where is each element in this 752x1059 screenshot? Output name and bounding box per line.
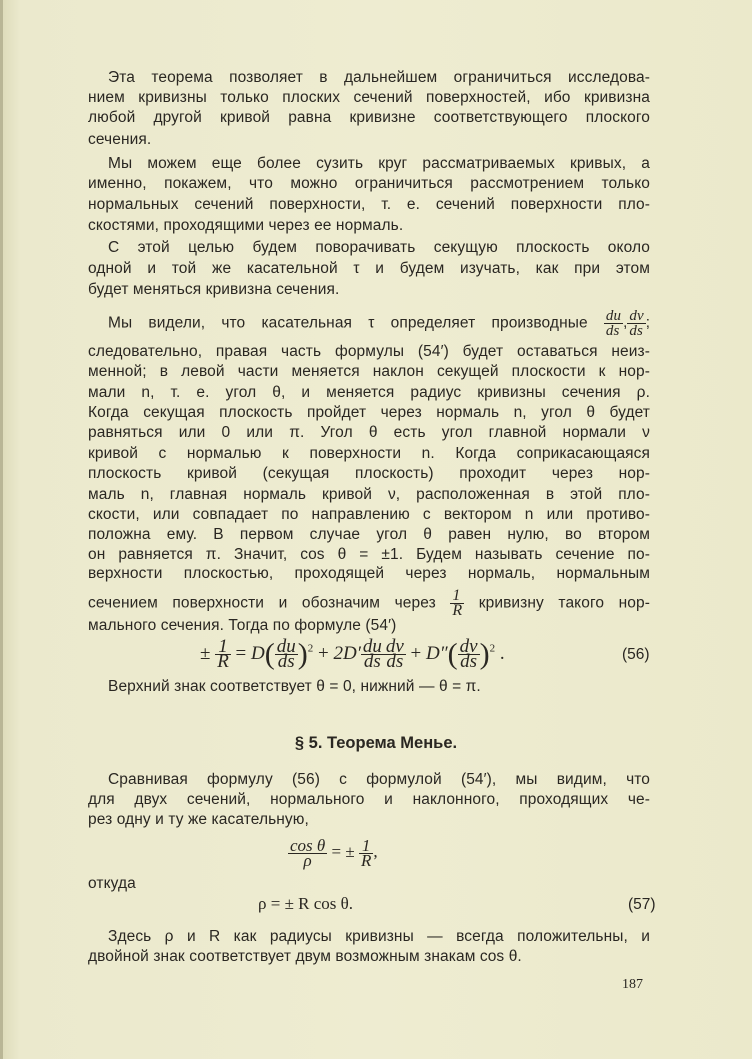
equals-plus-minus: = ±	[331, 842, 355, 861]
fraction-numerator: dv	[629, 308, 644, 324]
fraction-numerator: du	[362, 636, 382, 658]
text-line-with-derivatives	[108, 309, 650, 338]
text-line: мали n, т. е. угол θ, и меняется радиус кривизны сечения ρ.	[88, 384, 650, 401]
equation-number-56: (56)	[622, 646, 650, 663]
fraction-numerator: 1	[215, 640, 231, 655]
fraction-denominator: ρ	[303, 850, 312, 870]
text-line-with-fraction	[88, 589, 650, 618]
page-edge	[0, 0, 3, 1059]
text-line: для двух сечений, нормального и наклонного, проходящих че-	[88, 791, 650, 808]
text-line: Верхний знак соответствует θ = 0, нижний — θ = π.	[108, 678, 481, 695]
equation-number-57: (57)	[628, 896, 656, 913]
derivative-fractions: $\frac{du}{ds}$ , $\frac{dv}{ds}$ ;	[605, 308, 650, 339]
text-line: плоскость кривой (секущая плоскость) проходит через нор-	[88, 465, 650, 482]
text-line: будет меняться кривизна сечения.	[88, 281, 340, 298]
plus-minus: ±	[200, 643, 211, 664]
fraction-denominator: ds	[460, 651, 478, 673]
fraction-denominator: ds	[605, 323, 620, 339]
equation-57: ρ = ± R cos θ.	[258, 894, 354, 913]
text-line: Сравнивая формулу (56) с формулой (54′), мы видим, что	[108, 771, 650, 788]
fraction-denominator: R	[217, 651, 229, 673]
period: .	[499, 643, 505, 664]
text-line: мального сечения. Тогда по формуле (54′)	[88, 617, 397, 634]
text-line: положна ему. В первом случае угол θ равен нулю, во втором	[88, 526, 650, 543]
fraction-numerator: du	[276, 636, 296, 658]
plus: +	[318, 643, 329, 664]
text-line: нием кривизны только плоских сечений поверхностей, ибо кривизна	[88, 89, 650, 106]
text-line: следовательно, правая часть формулы (54′) будет оставаться неиз-	[88, 343, 650, 360]
text-line: скости, или совпадает по направлению с вектором n или противо-	[88, 506, 650, 523]
text-line: сечения.	[88, 131, 152, 148]
fraction-denominator: ds	[629, 323, 643, 339]
text-line: одной и той же касательной τ и будем изучать, как при этом	[88, 260, 650, 277]
fraction-one-over-R	[450, 589, 464, 618]
fraction-denominator: ds	[277, 651, 295, 673]
text-line: Мы можем еще более сузить круг рассматриваемых кривых, а	[108, 155, 650, 172]
text-line: двойной знак соответствует двум возможным знакам cos θ.	[88, 948, 522, 965]
text-line: откуда	[88, 875, 136, 892]
coef-D-double-prime: D″	[426, 643, 448, 664]
equals: =	[235, 643, 247, 664]
fraction-numerator: cos θ	[290, 835, 326, 855]
text-line: сечением поверхности и обозначим через	[88, 594, 436, 612]
exponent: 2	[307, 642, 314, 655]
equation-ratio	[288, 836, 378, 868]
text-line: Когда секущая плоскость пройдет через нормаль n, угол θ будет	[88, 404, 650, 421]
fraction-denominator: R	[360, 850, 372, 870]
text-line: рез одну и ту же касательную,	[88, 811, 309, 828]
fraction-denominator: ds	[363, 651, 381, 673]
text-line: Здесь ρ и R как радиусы кривизны — всегда положительны, и	[108, 928, 650, 945]
exponent: 2	[489, 642, 496, 655]
page-number: 187	[622, 977, 643, 992]
text-line: кривой с нормалью к поверхности n. Когда соприкасающаяся	[88, 445, 650, 462]
fraction-numerator: 1	[450, 589, 464, 604]
text-line: Мы видели, что касательная τ определяет производные	[108, 314, 588, 332]
plus: +	[410, 643, 422, 664]
text-line: скостями, проходящими через ее нормаль.	[88, 217, 404, 234]
fraction-numerator: 1	[359, 839, 373, 854]
comma: ,	[373, 842, 378, 861]
text-line: кривизну такого нор-	[478, 594, 650, 612]
text-line: именно, покажем, что можно ограничиться рассмотрением только	[88, 175, 650, 192]
text-line: Эта теорема позволяет в дальнейшем ограничиться исследова-	[108, 69, 650, 86]
text-line: нормальных сечений поверхности, т. е. сечений поверхности пло-	[88, 196, 650, 213]
coef-D: D	[251, 643, 265, 664]
section-heading: § 5. Теорема Менье.	[294, 734, 458, 752]
text-line: любой другой кривой равна кривизне соответствующего плоского	[88, 109, 650, 126]
equation-56: ± $\frac{1}{R}$ = D( $\frac{du}{ds}$ )$^2$ + 2D′ $\frac{du}{ds}$ $\frac{dv}{ds}$ + D″( $\frac{dv}{ds}$ )$^2$ .	[200, 636, 505, 673]
text-line: равняться или 0 или π. Угол θ есть угол главной нормали ν	[88, 424, 650, 441]
text-line: верхности плоскостью, проходящей через нормаль, нормальным	[88, 565, 650, 582]
coef-2D-prime: 2D′	[333, 643, 361, 664]
text-line: он равняется π. Значит, cos θ = ±1. Будем называть сечение по-	[88, 546, 650, 563]
text-line: менной; в левой части меняется наклон секущей плоскости к нор-	[88, 363, 650, 380]
fraction-numerator: dv	[459, 636, 478, 658]
text-line: маль n, главная нормаль кривой ν, расположенная в этой пло-	[88, 486, 650, 503]
fraction-denominator: R	[452, 602, 463, 619]
fraction-denominator: ds	[386, 651, 404, 673]
fraction-numerator: dv	[385, 636, 404, 658]
text-line: С этой целью будем поворачивать секущую плоскость около	[108, 239, 650, 256]
fraction-numerator: du	[605, 308, 622, 324]
